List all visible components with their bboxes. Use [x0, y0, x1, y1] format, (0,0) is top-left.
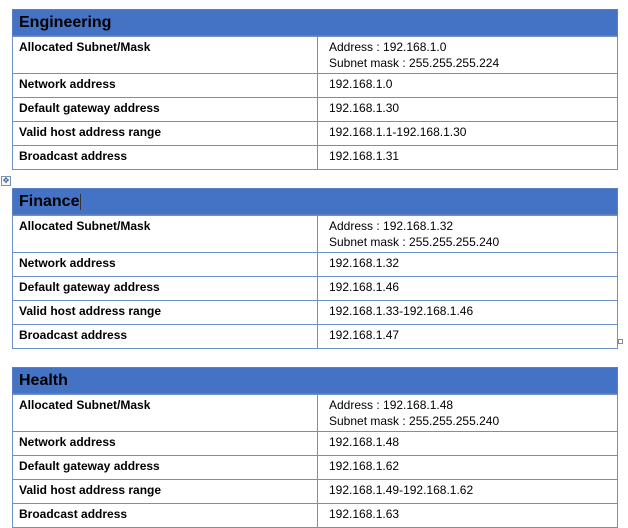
- row-label: Default gateway address: [13, 277, 318, 301]
- row-label: Allocated Subnet/Mask: [13, 37, 318, 74]
- table-row: [13, 253, 618, 277]
- row-value: 192.168.1.62: [318, 456, 618, 480]
- row-value: [318, 216, 618, 253]
- table-move-handle-icon[interactable]: ✥: [2, 176, 10, 185]
- table-row: [13, 122, 618, 146]
- row-value: 192.168.1.47: [318, 325, 618, 349]
- row-value: [318, 395, 618, 432]
- engineering-section: [12, 9, 618, 170]
- row-label: Broadcast address: [13, 325, 318, 349]
- row-label: Default gateway address: [13, 98, 318, 122]
- row-label: Default gateway address: [13, 456, 318, 480]
- section-header-engineering: [12, 9, 618, 36]
- health-section: [12, 367, 618, 528]
- section-title: Finance: [19, 192, 80, 210]
- finance-table: [12, 215, 618, 349]
- row-label: Allocated Subnet/Mask: [13, 216, 318, 253]
- finance-section: [12, 188, 618, 349]
- row-value: [318, 37, 618, 74]
- table-row: [13, 480, 618, 504]
- section-header-finance[interactable]: [12, 188, 618, 215]
- row-label: Broadcast address: [13, 504, 318, 528]
- row-value: 192.168.1.48: [318, 432, 618, 456]
- health-table: [12, 394, 618, 528]
- table-row: [13, 216, 618, 253]
- address-value: Address : 192.168.1.32: [329, 219, 454, 233]
- table-row: [13, 504, 618, 528]
- row-value: 192.168.1.32: [318, 253, 618, 277]
- table-resize-handle-icon[interactable]: [618, 339, 623, 344]
- table-row: [13, 301, 618, 325]
- address-value: Address : 192.168.1.48: [329, 398, 454, 412]
- row-value: 192.168.1.46: [318, 277, 618, 301]
- section-title: Engineering: [19, 13, 112, 31]
- section-header-health: [12, 367, 618, 394]
- table-row: [13, 74, 618, 98]
- row-label: Network address: [13, 432, 318, 456]
- subnet-mask-value: Subnet mask : 255.255.255.240: [329, 414, 500, 428]
- row-label: Broadcast address: [13, 146, 318, 170]
- table-row: [13, 146, 618, 170]
- address-value: Address : 192.168.1.0: [329, 40, 447, 54]
- table-row: [13, 395, 618, 432]
- row-value: 192.168.1.1-192.168.1.30: [318, 122, 618, 146]
- text-cursor: [80, 194, 81, 210]
- table-row: [13, 456, 618, 480]
- row-value: 192.168.1.49-192.168.1.62: [318, 480, 618, 504]
- row-label: Valid host address range: [13, 480, 318, 504]
- subnet-mask-value: Subnet mask : 255.255.255.224: [329, 56, 500, 70]
- row-value: 192.168.1.31: [318, 146, 618, 170]
- table-row: [13, 37, 618, 74]
- row-label: Valid host address range: [13, 301, 318, 325]
- row-label: Allocated Subnet/Mask: [13, 395, 318, 432]
- subnet-mask-value: Subnet mask : 255.255.255.240: [329, 235, 500, 249]
- row-value: 192.168.1.63: [318, 504, 618, 528]
- row-value: 192.168.1.33-192.168.1.46: [318, 301, 618, 325]
- row-label: Network address: [13, 253, 318, 277]
- table-row: [13, 277, 618, 301]
- section-title: Health: [19, 371, 68, 389]
- row-value: 192.168.1.0: [318, 74, 618, 98]
- engineering-table: [12, 36, 618, 170]
- row-label: Network address: [13, 74, 318, 98]
- row-value: 192.168.1.30: [318, 98, 618, 122]
- table-row: [13, 325, 618, 349]
- table-row: [13, 432, 618, 456]
- row-label: Valid host address range: [13, 122, 318, 146]
- table-row: [13, 98, 618, 122]
